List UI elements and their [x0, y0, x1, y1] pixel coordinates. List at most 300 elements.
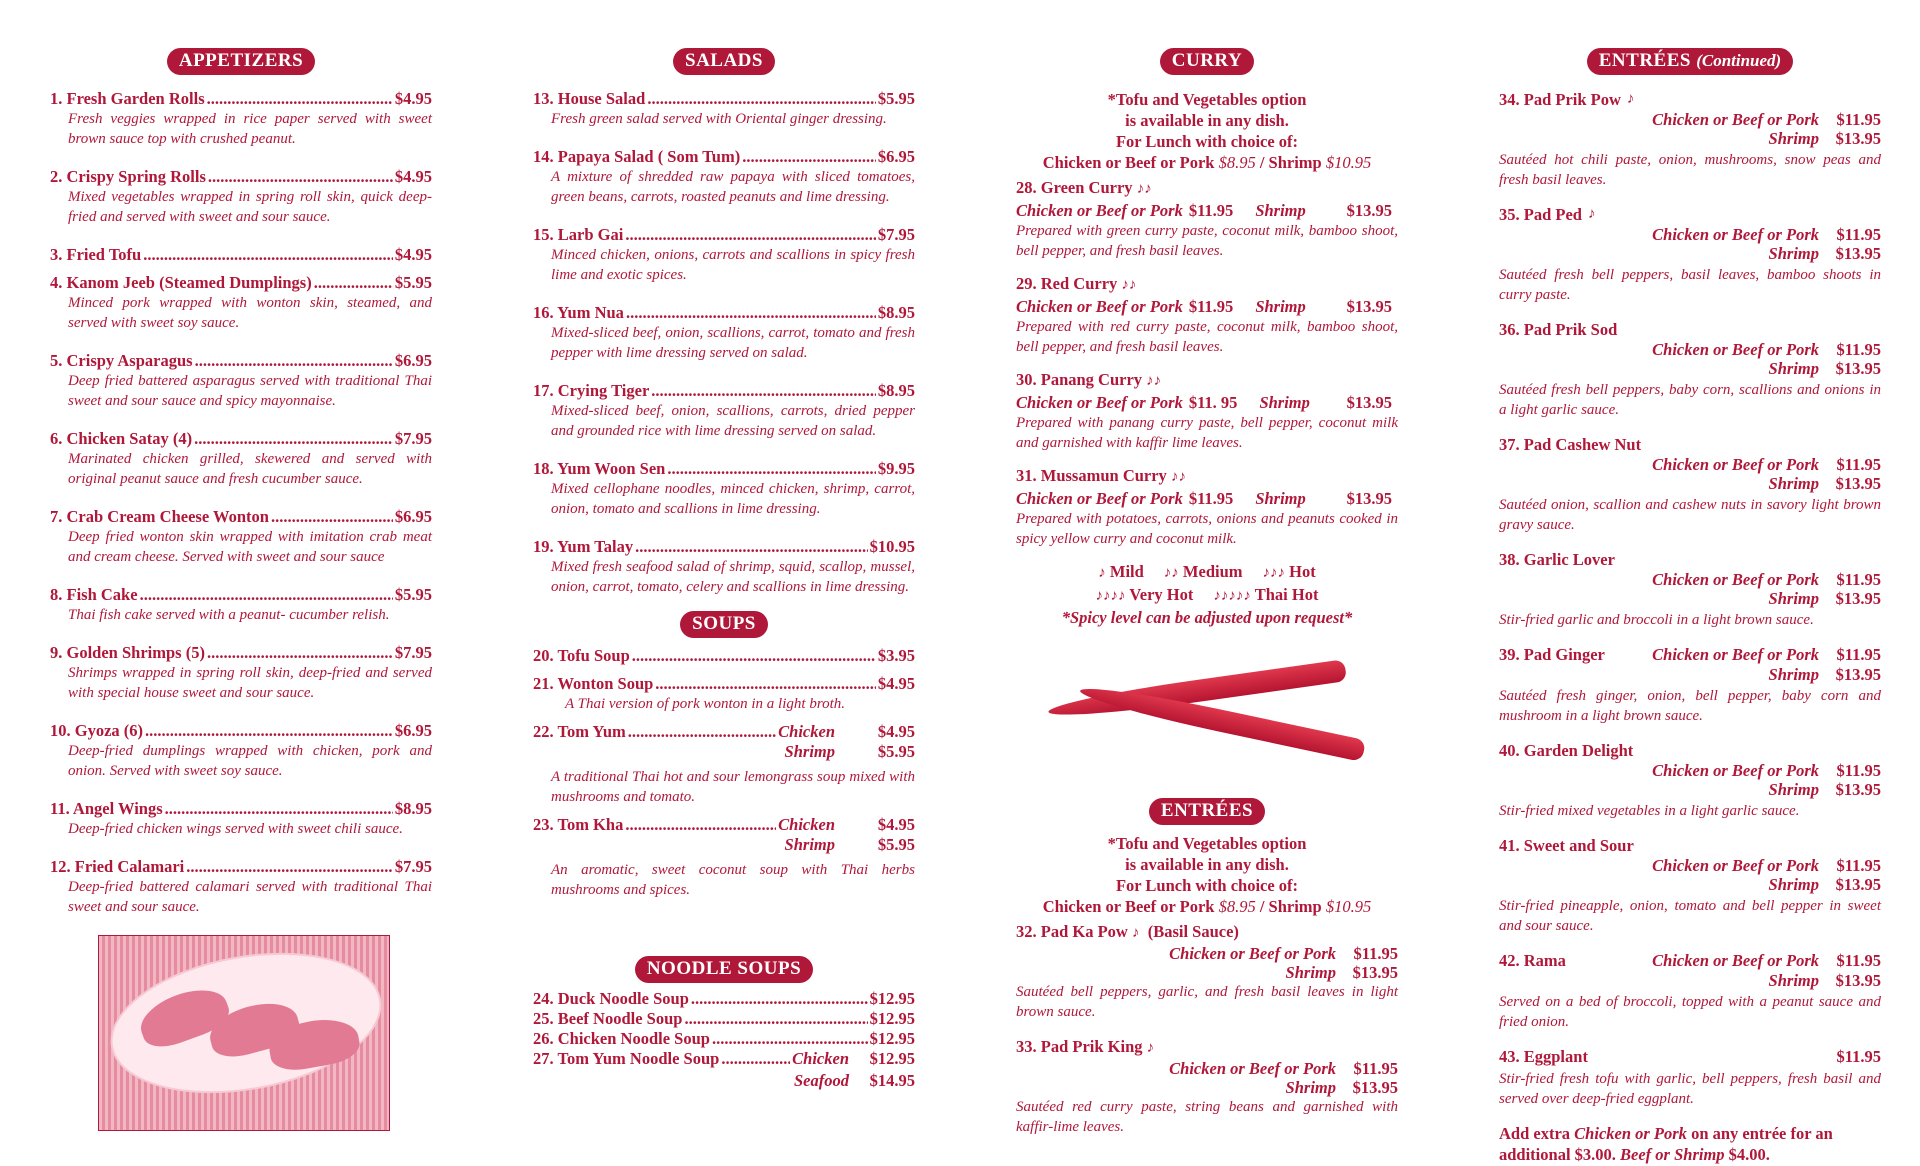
- chili-icon: ♪♪: [1170, 469, 1186, 485]
- leader-dots: [635, 537, 868, 557]
- item-name: 10. Gyoza (6): [50, 721, 144, 740]
- item-description: Mixed fresh seafood salad of shrimp, squid, scallop, mussel, onion, carrot, tomato, celery and scallions in lime dressing.: [551, 559, 915, 595]
- option-price: $13.95: [1835, 780, 1881, 799]
- item-price: $6.95: [394, 721, 432, 740]
- note-text: on any entrée for an additional $3.00.: [1499, 1124, 1833, 1164]
- item-price: $7.95: [877, 225, 915, 244]
- item-line: [50, 167, 432, 187]
- item-line: [533, 147, 915, 167]
- item-price: $6.95: [394, 507, 432, 526]
- item-price: $8.95: [877, 381, 915, 400]
- item-name: 24. Duck Noodle Soup: [533, 989, 689, 1008]
- header-text: ENTRÉES: [1598, 50, 1691, 71]
- menu-item: [50, 507, 432, 567]
- item-name: 35. Pad Ped: [1499, 205, 1582, 224]
- option-price: $11.95: [1836, 1047, 1881, 1066]
- item-price: $7.95: [394, 857, 432, 876]
- option-label: Chicken or Beef or Pork: [1016, 489, 1183, 508]
- appetizers-list: [50, 89, 432, 917]
- lunch-label: Chicken or Beef or Pork: [1042, 153, 1215, 172]
- item-name: 27. Tom Yum Noodle Soup: [533, 1049, 720, 1068]
- option-label: Shrimp: [1768, 971, 1819, 990]
- curry-list: [1016, 177, 1398, 549]
- item-name: 9. Golden Shrimps (5): [50, 643, 205, 662]
- leader-dots: [314, 273, 393, 293]
- appetizers-column: [50, 48, 432, 1131]
- price-line: [1499, 856, 1881, 875]
- item-name: 7. Crab Cream Cheese Wonton: [50, 507, 269, 526]
- menu-item: [533, 815, 915, 900]
- option-price: $11.95: [1188, 201, 1234, 220]
- option-label: Shrimp: [1768, 589, 1819, 608]
- item-line: [533, 537, 915, 557]
- item-price: $4.95: [394, 167, 432, 186]
- item-name: 29. Red Curry: [1016, 274, 1118, 293]
- menu-item: [50, 351, 432, 411]
- item-name: 37. Pad Cashew Nut: [1499, 435, 1642, 454]
- item-price: $3.95: [877, 646, 915, 665]
- item-name: 31. Mussamun Curry: [1016, 466, 1167, 485]
- item-name: 5. Crispy Asparagus: [50, 351, 193, 370]
- leader-dots: [742, 147, 876, 167]
- item-description: Prepared with green curry paste, coconut milk, bamboo shoot, bell pepper, and fresh basil leaves.: [1016, 223, 1398, 259]
- item-name: 36. Pad Prik Sod: [1499, 320, 1618, 339]
- option-label: Shrimp: [1768, 875, 1819, 894]
- price-line: [1499, 761, 1881, 780]
- option-price: $13.95: [1835, 129, 1881, 148]
- option-label: Seafood: [794, 1071, 849, 1090]
- item-description: Fresh green salad served with Oriental ginger dressing.: [551, 111, 887, 127]
- item-price: $8.95: [394, 799, 432, 818]
- leader-dots: [684, 1009, 867, 1029]
- lunch-label: / Shrimp: [1259, 897, 1322, 916]
- curry-lunch-note: For Lunch with choice of:: [1115, 132, 1299, 151]
- item-name: 20. Tofu Soup: [533, 646, 630, 665]
- item-description: Sautéed fresh bell peppers, baby corn, scallions and onions in a light garlic sauce.: [1499, 382, 1881, 418]
- item-price: $9.95: [877, 459, 915, 478]
- option-price: $13.95: [1346, 393, 1392, 412]
- option-label: Shrimp: [1285, 963, 1336, 982]
- option-price: $11.95: [1836, 110, 1881, 129]
- price-line: [1499, 570, 1881, 589]
- item-name: 34. Pad Prik Pow: [1499, 90, 1621, 109]
- item-line: [1499, 950, 1881, 971]
- item-description: Mixed-sliced beef, onion, scallions, carrot, tomato and fresh pepper with lime dressing served on salad.: [551, 325, 915, 361]
- item-description: Prepared with red curry paste, coconut milk, bamboo shoot, bell pepper, and fresh basil leaves.: [1016, 319, 1398, 355]
- item-description: Deep fried battered asparagus served with traditional Thai sweet and sour sauce and spicy mayonnaise.: [68, 373, 432, 409]
- item-description: Sautéed onion, scallion and cashew nuts in savory light brown gravy sauce.: [1499, 497, 1881, 533]
- leader-dots: [207, 643, 393, 663]
- option-label: Chicken or Beef or Pork: [1016, 297, 1183, 316]
- option-label: Chicken: [778, 722, 835, 741]
- menu-item: [50, 857, 432, 917]
- leader-dots: [625, 225, 876, 245]
- entrees-continued-list: [1499, 89, 1881, 1109]
- menu-item: [533, 89, 915, 129]
- menu-item: [533, 989, 915, 1009]
- option-price: $11.95: [1188, 297, 1234, 316]
- noodle-soups-header: NOODLE SOUPS: [635, 956, 813, 983]
- leader-dots: [145, 721, 393, 741]
- chili-icon: ♪: [1626, 91, 1635, 107]
- item-line: [50, 799, 432, 819]
- entrees-note: *Tofu and Vegetables option: [1107, 834, 1307, 853]
- price-line: [1016, 488, 1398, 509]
- option-label: Chicken or Beef or Pork: [1652, 455, 1819, 474]
- item-description: Sautéed fresh ginger, onion, bell pepper, baby corn and mushroom in a light brown sauce.: [1499, 688, 1881, 724]
- leader-dots: [647, 89, 876, 109]
- option-price: $5.95: [877, 742, 915, 761]
- item-description: Served on a bed of broccoli, topped with a peanut sauce and fried onion.: [1499, 994, 1881, 1030]
- item-description: Sautéed hot chili paste, onion, mushrooms, snow peas and fresh basil leaves.: [1499, 152, 1881, 188]
- item-name: 2. Crispy Spring Rolls: [50, 167, 206, 186]
- item-line: [533, 89, 915, 109]
- price-line: [1016, 200, 1398, 221]
- option-price: $13.95: [1835, 244, 1881, 263]
- chili-icon: ♪♪♪♪: [1095, 588, 1126, 604]
- item-price: $5.95: [394, 273, 432, 292]
- extras-note: [1499, 1123, 1881, 1165]
- item-line: [1499, 835, 1881, 856]
- leader-dots: [194, 429, 393, 449]
- item-name: 4. Kanom Jeeb (Steamed Dumplings): [50, 273, 312, 292]
- option-label: Shrimp: [1255, 201, 1306, 220]
- option-price: $13.95: [1352, 1078, 1398, 1097]
- option-price: $13.95: [1835, 665, 1881, 684]
- option-label: Shrimp: [1255, 297, 1306, 316]
- item-name: 15. Larb Gai: [533, 225, 624, 244]
- spacer: [1588, 1046, 1819, 1067]
- option-price: $11.95: [1836, 340, 1881, 359]
- lunch-label: / Shrimp: [1259, 153, 1322, 172]
- item-line: [1016, 177, 1398, 200]
- item-price: $4.95: [877, 815, 915, 834]
- chili-icon: ♪♪: [1136, 181, 1152, 197]
- leader-dots: [208, 167, 393, 187]
- option-label: Chicken or Beef or Pork: [1652, 570, 1819, 589]
- menu-item: [1499, 644, 1881, 726]
- item-extra: (Basil Sauce): [1147, 922, 1239, 941]
- item-description: Stir-fried mixed vegetables in a light garlic sauce.: [1499, 803, 1800, 819]
- leader-dots: [625, 815, 776, 835]
- option-label: Shrimp: [1285, 1078, 1336, 1097]
- menu-item: [533, 537, 915, 597]
- option-label: Chicken or Beef or Pork: [1652, 110, 1819, 129]
- item-name: 18. Yum Woon Sen: [533, 459, 666, 478]
- menu-item: [1016, 1036, 1398, 1137]
- menu-item: [50, 429, 432, 489]
- item-name: 39. Pad Ginger: [1499, 645, 1605, 664]
- item-price: $12.95: [869, 989, 915, 1008]
- item-name: 3. Fried Tofu: [50, 245, 142, 264]
- chili-icon: ♪: [1146, 1040, 1155, 1056]
- menu-item: [1499, 204, 1881, 305]
- item-line: [1016, 273, 1398, 296]
- leader-dots: [271, 507, 393, 527]
- item-description: Shrimps wrapped in spring roll skin, deep-fried and served with special house sweet and sour sauce.: [68, 665, 432, 701]
- option-label: Shrimp: [1768, 665, 1819, 684]
- leader-dots: [691, 989, 868, 1009]
- menu-item: [533, 674, 915, 714]
- item-description: Deep-fried dumplings wrapped with chicken, pork and onion. Served with sweet soy sauce.: [68, 743, 432, 779]
- item-price: $10.95: [869, 537, 915, 556]
- leader-dots: [628, 722, 776, 742]
- item-name: 40. Garden Delight: [1499, 741, 1634, 760]
- soups-header: SOUPS: [680, 611, 768, 638]
- menu-item: [533, 646, 915, 666]
- item-description: Minced chicken, onions, carrots and scallions in spicy fresh lime and exotic spices.: [551, 247, 915, 283]
- price-line: [1499, 244, 1881, 263]
- price-line: [1499, 474, 1881, 493]
- item-description: Deep-fried battered calamari served with traditional Thai sweet and sour sauce.: [68, 879, 432, 915]
- option-label: Shrimp: [1255, 489, 1306, 508]
- item-name: 14. Papaya Salad ( Som Tum): [533, 147, 741, 166]
- option-price: $13.95: [1346, 489, 1392, 508]
- item-description: Thai fish cake served with a peanut- cucumber relish.: [68, 607, 390, 623]
- option-price: $13.95: [1835, 359, 1881, 378]
- menu-item: [1499, 89, 1881, 190]
- curry-entrees-column: [1016, 48, 1398, 1137]
- leader-dots: [140, 585, 393, 605]
- entrees-header: ENTRÉES: [1149, 798, 1265, 825]
- option-label: Shrimp: [1768, 244, 1819, 263]
- item-price: $8.95: [877, 303, 915, 322]
- item-description: Sautéed bell peppers, garlic, and fresh basil leaves in light brown sauce.: [1016, 984, 1398, 1020]
- note-text: $4.00.: [1728, 1145, 1770, 1164]
- item-name: 16. Yum Nua: [533, 303, 624, 322]
- option-price: $11.95: [1353, 944, 1398, 963]
- item-name: 11. Angel Wings: [50, 799, 163, 818]
- menu-item: [50, 721, 432, 781]
- menu-item: [1016, 177, 1398, 261]
- price-line: [1499, 780, 1881, 799]
- item-price: $6.95: [394, 351, 432, 370]
- note-text: Beef or Shrimp: [1620, 1145, 1725, 1164]
- spice-level: Thai Hot: [1254, 585, 1319, 604]
- menu-item: [50, 167, 432, 227]
- item-line: [50, 721, 432, 741]
- menu-item: [533, 303, 915, 363]
- item-line: [533, 459, 915, 479]
- spice-level: Mild: [1109, 562, 1144, 581]
- menu-item: [533, 1049, 915, 1069]
- note-text: Chicken or Pork: [1574, 1124, 1687, 1143]
- appetizers-header: APPETIZERS: [167, 48, 315, 75]
- item-line: [50, 89, 432, 109]
- item-description: A traditional Thai hot and sour lemongrass soup mixed with mushrooms and tomato.: [551, 769, 915, 805]
- option-label: Chicken or Beef or Pork: [1652, 761, 1819, 780]
- menu-item: [1016, 369, 1398, 453]
- item-price: $4.95: [394, 89, 432, 108]
- spice-level: Medium: [1182, 562, 1243, 581]
- spice-level: Hot: [1289, 562, 1316, 581]
- leader-dots: [143, 245, 393, 265]
- item-description: Prepared with potatoes, carrots, onions and peanuts cooked in spicy yellow curry and coconut milk.: [1016, 511, 1398, 547]
- menu-item: [1499, 319, 1881, 420]
- price-line: [1016, 392, 1398, 413]
- option-label: Shrimp: [1768, 359, 1819, 378]
- item-line: [50, 857, 432, 877]
- item-name: 12. Fried Calamari: [50, 857, 185, 876]
- chili-peppers-photo: [1037, 640, 1377, 790]
- item-line: [50, 507, 432, 527]
- option-label: Chicken or Beef or Pork: [1652, 856, 1819, 875]
- option-price: $5.95: [877, 835, 915, 854]
- item-line: [1499, 89, 1881, 110]
- option-price: $13.95: [1835, 474, 1881, 493]
- item-line: [50, 429, 432, 449]
- item-description: Prepared with panang curry paste, bell pepper, coconut milk and garnished with kaffir lime leaves.: [1016, 415, 1398, 451]
- curry-header: CURRY: [1160, 48, 1254, 75]
- item-name: 1. Fresh Garden Rolls: [50, 89, 205, 108]
- item-name: 22. Tom Yum: [533, 722, 626, 741]
- item-name: 6. Chicken Satay (4): [50, 429, 193, 448]
- item-description: Sautéed red curry paste, string beans and garnished with kaffir-lime leaves.: [1016, 1099, 1398, 1135]
- option-label: Chicken or Beef or Pork: [1016, 201, 1183, 220]
- menu-item: [1499, 835, 1881, 936]
- item-name: 41. Sweet and Sour: [1499, 836, 1634, 855]
- item-line: [533, 303, 915, 323]
- item-description: Mixed vegetables wrapped in spring roll skin, quick deep-fried and served with sweet and sour sauce.: [68, 189, 432, 225]
- leader-dots: [195, 351, 393, 371]
- option-price: $11.95: [1836, 761, 1881, 780]
- item-description: Mixed cellophane noodles, minced chicken, shrimp, carrot, onion, tomato and scallions in lime dressing.: [551, 481, 915, 517]
- chili-icon: ♪♪♪♪♪: [1213, 588, 1251, 604]
- entrees-continued-column: [1499, 48, 1881, 1165]
- salads-soups-column: [533, 48, 915, 1090]
- chili-icon: ♪♪: [1121, 277, 1137, 293]
- item-price: $5.95: [877, 89, 915, 108]
- option-price: $13.95: [1835, 589, 1881, 608]
- menu-item: [50, 245, 432, 265]
- option-label: Shrimp: [1768, 780, 1819, 799]
- item-line: [1499, 1046, 1881, 1067]
- item-name: 8. Fish Cake: [50, 585, 138, 604]
- item-line: [50, 643, 432, 663]
- item-name: 21. Wonton Soup: [533, 674, 654, 693]
- price-line: [1016, 296, 1398, 317]
- leader-dots: [651, 381, 876, 401]
- menu-item: [1499, 1046, 1881, 1109]
- option-price: $11.95: [1836, 225, 1881, 244]
- salads-header: SALADS: [673, 48, 775, 75]
- menu-item: [533, 381, 915, 441]
- lunch-price: $10.95: [1325, 897, 1372, 916]
- item-price: $4.95: [394, 245, 432, 264]
- item-line: [1499, 549, 1881, 570]
- chili-icon: ♪♪♪: [1262, 565, 1286, 581]
- price-line: [1499, 455, 1881, 474]
- item-line: [1499, 434, 1881, 455]
- menu-item: [533, 147, 915, 207]
- option-label: Chicken or Beef or Pork: [1652, 951, 1819, 970]
- item-description: An aromatic, sweet coconut soup with Thai herbs mushrooms and spices.: [551, 862, 915, 898]
- curry-note: is available in any dish.: [1125, 111, 1289, 130]
- item-name: 42. Rama: [1499, 951, 1566, 970]
- option-price: $13.95: [1346, 201, 1392, 220]
- item-line: [50, 351, 432, 371]
- leader-dots: [186, 857, 393, 877]
- item-price: $5.95: [394, 585, 432, 604]
- leader-dots: [632, 646, 876, 666]
- option-price: $11.95: [1836, 856, 1881, 875]
- option-price: $11.95: [1836, 455, 1881, 474]
- spice-legend: [1016, 561, 1398, 628]
- option-price: $13.95: [1352, 963, 1398, 982]
- option-label: Chicken or Beef or Pork: [1652, 225, 1819, 244]
- item-price: $7.95: [394, 429, 432, 448]
- item-line: [533, 381, 915, 401]
- menu-item: [1499, 549, 1881, 630]
- lunch-price: $8.95: [1218, 153, 1256, 172]
- menu-item: [1499, 740, 1881, 821]
- menu-item: [50, 643, 432, 703]
- item-line: [533, 225, 915, 245]
- option-price: $11.95: [1836, 645, 1881, 664]
- entrees-lunch-note: For Lunch with choice of:: [1115, 876, 1299, 895]
- spacer: [1605, 644, 1652, 665]
- item-line: [1499, 204, 1881, 225]
- item-name: 30. Panang Curry: [1016, 370, 1143, 389]
- menu-item: [1016, 273, 1398, 357]
- item-name: 26. Chicken Noodle Soup: [533, 1029, 710, 1048]
- option-price: $14.95: [869, 1071, 915, 1090]
- entrees-continued-header: [1587, 48, 1793, 75]
- item-description: A mixture of shredded raw papaya with sliced tomatoes, green beans, carrots, roasted peanuts and lime dressing.: [551, 169, 915, 205]
- option-label: Shrimp: [1768, 474, 1819, 493]
- menu-item: [1499, 434, 1881, 535]
- option-label: Chicken or Beef or Pork: [1169, 1059, 1336, 1078]
- price-line: [1499, 359, 1881, 378]
- option-price: $13.95: [1835, 875, 1881, 894]
- item-line: [1016, 465, 1398, 488]
- menu-item: [533, 722, 915, 807]
- item-name: 28. Green Curry: [1016, 178, 1133, 197]
- price-line: [1499, 589, 1881, 608]
- item-name: 17. Crying Tiger: [533, 381, 650, 400]
- item-line: [50, 245, 432, 265]
- salads-list: [533, 89, 915, 597]
- chili-icon: ♪♪: [1146, 373, 1162, 389]
- menu-item: [1499, 950, 1881, 1032]
- spacer: [1566, 950, 1652, 971]
- menu-item: [533, 1029, 915, 1049]
- item-description: Mixed-sliced beef, onion, scallions, carrots, dried pepper and grounded rice with lime dressing served on salad.: [551, 403, 915, 439]
- item-name: 32. Pad Ka Pow: [1016, 922, 1128, 941]
- item-description: Deep-fried chicken wings served with sweet chili sauce.: [68, 821, 403, 837]
- note-text: Add extra: [1499, 1124, 1571, 1143]
- option-price: $11. 95: [1188, 393, 1238, 412]
- item-price: $4.95: [877, 674, 915, 693]
- leader-dots: [655, 674, 876, 694]
- menu-item: [50, 89, 432, 149]
- option-price: $11.95: [1836, 570, 1881, 589]
- item-name: 33. Pad Prik King: [1016, 1037, 1143, 1056]
- item-description: Deep fried wonton skin wrapped with imitation crab meat and cream cheese. Served with sweet and sour sauce: [68, 529, 432, 565]
- chili-icon: ♪: [1587, 206, 1596, 222]
- leader-dots: [712, 1029, 868, 1049]
- spice-level: Very Hot: [1129, 585, 1194, 604]
- item-name: 25. Beef Noodle Soup: [533, 1009, 683, 1028]
- menu-item: [50, 799, 432, 839]
- item-price: $7.95: [394, 643, 432, 662]
- option-label: Shrimp: [1259, 393, 1310, 412]
- entrees-note: is available in any dish.: [1125, 855, 1289, 874]
- item-name: 23. Tom Kha: [533, 815, 624, 834]
- option-price: $13.95: [1346, 297, 1392, 316]
- option-label: Shrimp: [784, 742, 835, 761]
- item-price: $12.95: [869, 1029, 915, 1048]
